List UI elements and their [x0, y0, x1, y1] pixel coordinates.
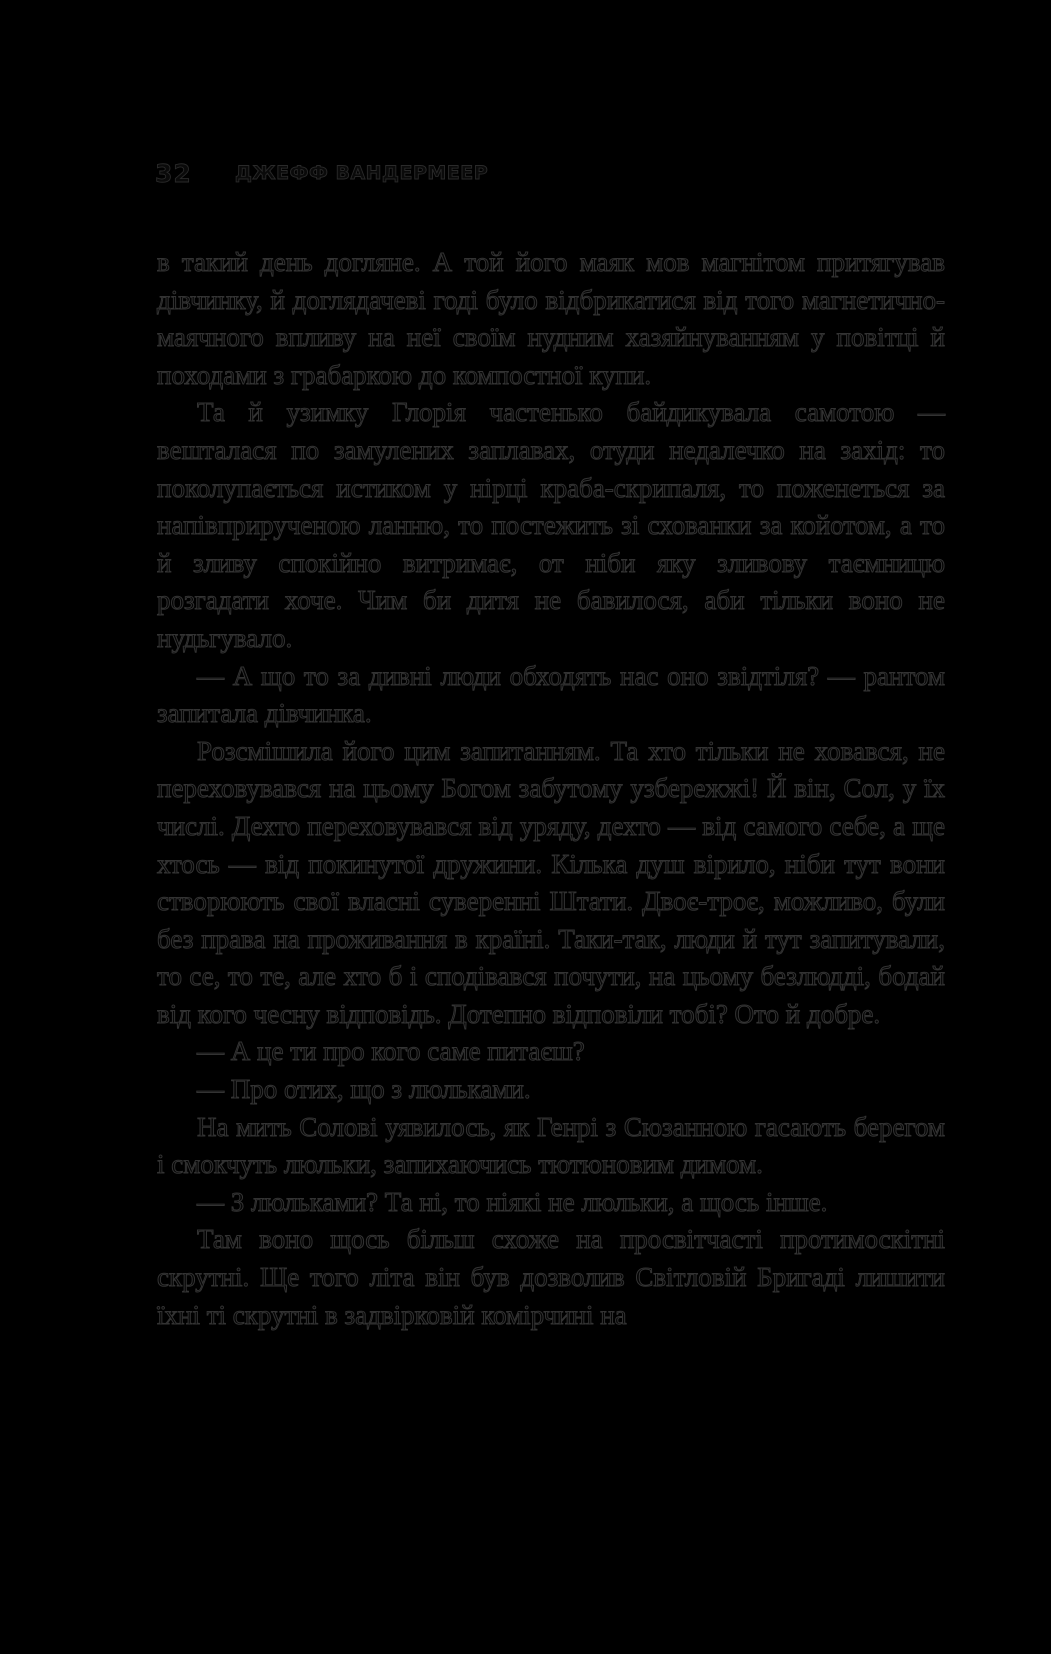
paragraph-3: — А що то за дивні люди обходять нас оно звідтіля? — рантом запитала дівчинка. — [157, 660, 945, 729]
running-title: ДЖЕФФ ВАНДЕРМЕЕР — [235, 162, 489, 184]
paragraph-5: — А це ти про кого саме питаєш? — [197, 1036, 585, 1067]
paragraph-4: Розсмішила його цим запитанням. Та хто тільки не ховався, не переховувався на цьому Богом забутому узбережжі! Й він, Сол, у їх числі. Дехто переховувався від уряду, дехто — від самого себе, а ще хтось — від покинутої дружини. Кілька душ вірило, ніби тут вони створюють свої власні суверенні Штати. Двоє-троє, можливо, були без права на проживання в країні. Таки-так, люди й тут запитували, то се, то те, але хто б і сподівався почути, на цьому безлюдді, бодай від кого чесну відповідь. Дотепно відповіли тобі? Ото й добре. — [157, 735, 945, 1029]
paragraph-9: Там воно щось більш схоже на просвітчасті протимоскітні скрутні. Ще того літа він був дозволив Світловій Бригаді лишити їхні ті скрутні в задвірковій комірчині на — [157, 1224, 945, 1330]
paragraph-2: Та й узимку Глорія частенько байдикувала самотою — вешталася по замулених заплавах, отуди недалечко на захід: то поколупається истиком у нірці краба-скрипаля, то поженеться за напівприрученою ланню, то постежить зі схованки за койотом, а то й зливу спокійно витримає, от ніби яку зливову таємницю розгадати хоче. Чим би дитя не бавилося, аби тільки воно не нудьгувало. — [157, 397, 945, 653]
paragraph-8: — З люльками? Та ні, то ніякі не люльки, а щось інше. — [197, 1186, 828, 1217]
paragraph-6: — Про отих, що з люльками. — [197, 1074, 531, 1105]
running-header — [155, 158, 488, 188]
paragraph-1: в такий день догляне. А той його маяк мов магнітом притягував дівчинку, й доглядачеві годі було відбрикатися від того магнетично-маячного впливу на неї своїм нудним хазяйнуванням у повітці й походами з грабаркою до компостної купи. — [157, 247, 945, 390]
body-text — [157, 244, 945, 1334]
paragraph-7: На мить Солові уявилось, як Генрі з Сюзанною гасають берегом і смокчуть люльки, запихаючись тютюновим димом. — [157, 1111, 945, 1180]
page-number: 32 — [155, 158, 192, 188]
